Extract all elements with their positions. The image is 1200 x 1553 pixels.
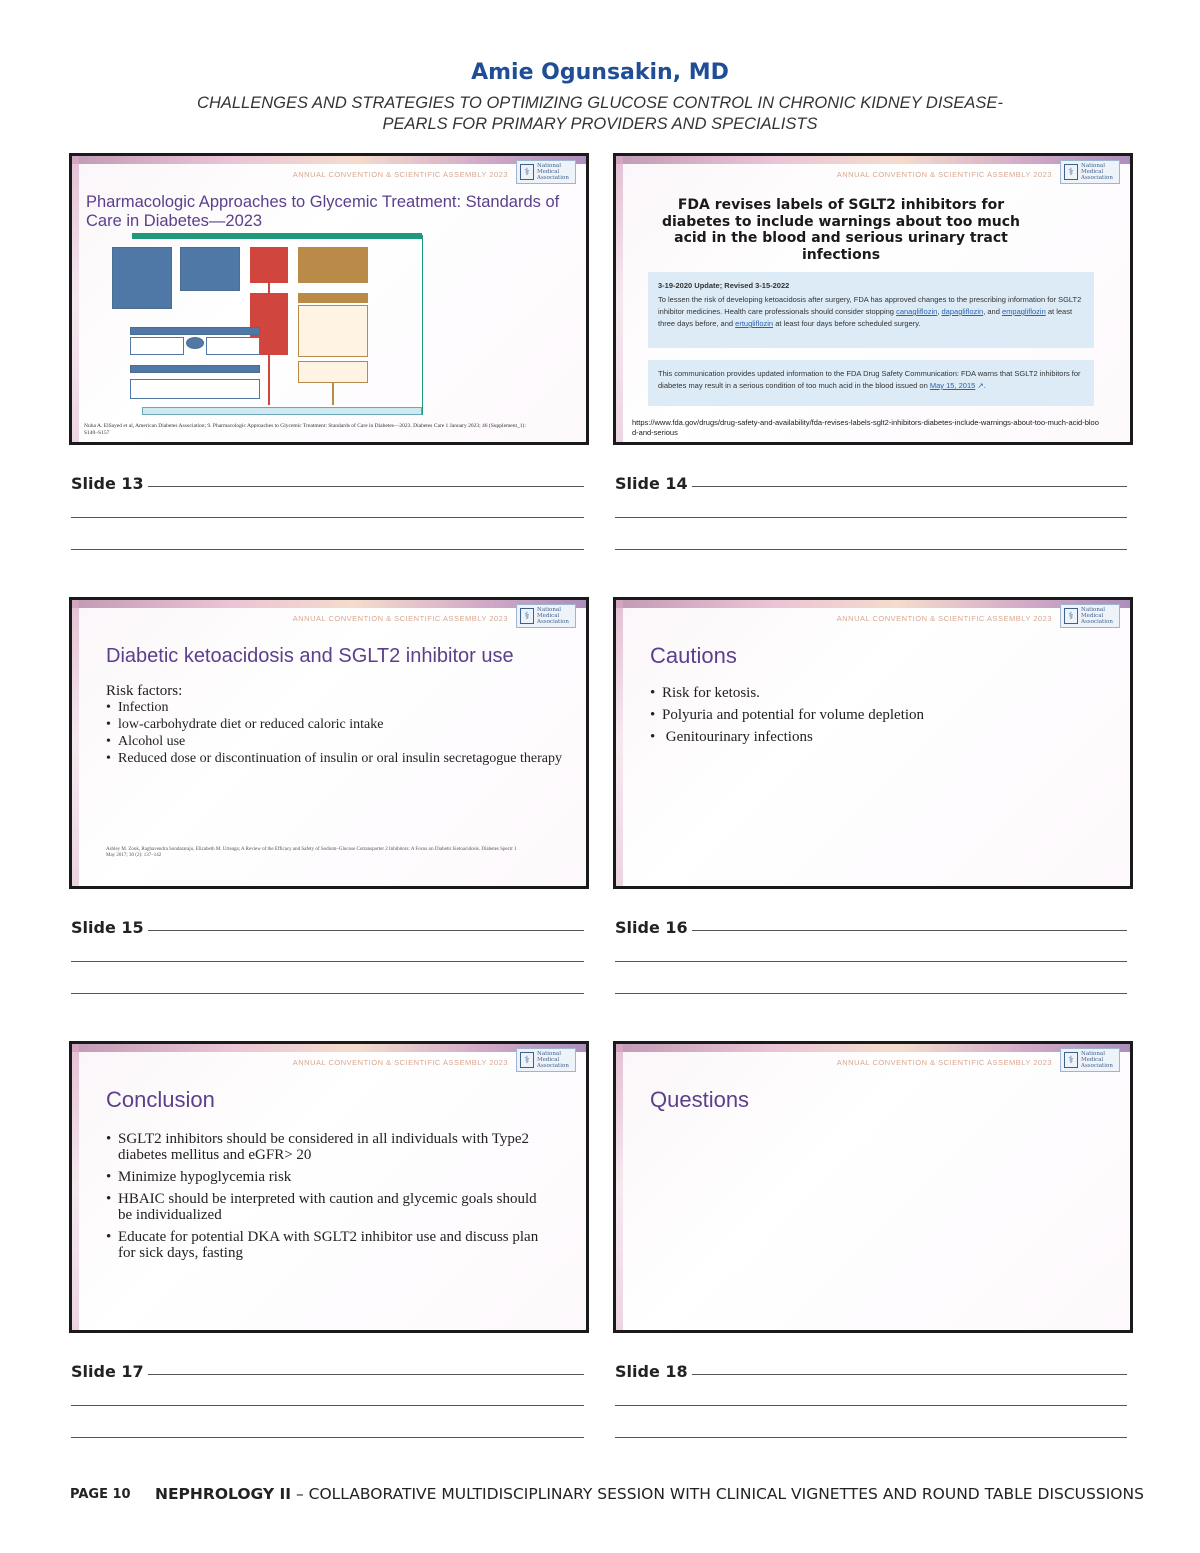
- list-item: • SGLT2 inhibitors should be considered in all individuals with Type2 diabetes mellitus and eGFR> 20: [106, 1131, 546, 1163]
- logo-text: National: [1081, 1051, 1105, 1057]
- list-item: • Minimize hypoglycemia risk: [106, 1169, 546, 1185]
- logo-text: Medical: [537, 169, 560, 175]
- slide-18-label: Slide 18: [615, 1362, 688, 1381]
- note-line: [71, 961, 584, 962]
- list-item: • Infection: [106, 701, 566, 714]
- note-line: [71, 549, 584, 550]
- note-line: [615, 1405, 1127, 1406]
- note-line: [615, 961, 1127, 962]
- list-item: • Risk for ketosis.: [650, 685, 1110, 701]
- external-link-icon: ↗: [977, 381, 984, 390]
- slide-15-label: Slide 15: [71, 918, 144, 937]
- conference-header: ANNUAL CONVENTION & SCIENTIFIC ASSEMBLY 2023: [292, 614, 508, 623]
- drug-link-dapagliflozin[interactable]: dapagliflozin: [941, 307, 984, 316]
- decorative-stripe: [616, 600, 623, 886]
- decorative-stripe: [616, 156, 1130, 164]
- fda-communication-box: This communication provides updated information to the FDA Drug Safety Communication: FDA warns that SGLT2 inhibitors for diabetes may result in a serious condition of too much acid in the blood issued on May 15, 2015 ↗.: [648, 360, 1094, 406]
- risk-factor-list: [106, 701, 566, 765]
- drug-link-canagliflozin[interactable]: canagliflozin: [896, 307, 938, 316]
- cautions-list: [650, 685, 1110, 745]
- logo-text: Medical: [1081, 169, 1104, 175]
- list-item: • Polyuria and potential for volume depletion: [650, 707, 1110, 723]
- caduceus-icon: ⚕: [1064, 164, 1078, 180]
- nma-logo: [1060, 604, 1120, 628]
- logo-text: National: [537, 1051, 561, 1057]
- treatment-flowchart: [112, 233, 412, 423]
- slide-13-label: Slide 13: [71, 474, 144, 493]
- conference-header: ANNUAL CONVENTION & SCIENTIFIC ASSEMBLY 2023: [836, 1058, 1052, 1067]
- drug-link-ertugliflozin[interactable]: ertugliflozin: [735, 319, 774, 328]
- logo-text: National: [537, 607, 561, 613]
- logo-text: Medical: [537, 613, 560, 619]
- slide-17: [69, 1041, 589, 1333]
- note-line: [692, 1374, 1127, 1375]
- slide-15: [69, 597, 589, 889]
- logo-text: National: [1081, 163, 1105, 169]
- list-item: • HBAIC should be interpreted with caution and glycemic goals should be individualized: [106, 1191, 546, 1223]
- drug-link-empagliflozin[interactable]: empagliflozin: [1002, 307, 1046, 316]
- slide-title: Diabetic ketoacidosis and SGLT2 inhibitor use: [106, 645, 514, 667]
- note-line: [148, 930, 584, 931]
- decorative-stripe: [72, 1044, 586, 1052]
- note-line: [615, 1437, 1127, 1438]
- session-title: [150, 93, 1050, 135]
- note-line: [148, 486, 584, 487]
- conclusion-list: [106, 1131, 546, 1261]
- decorative-stripe: [72, 156, 79, 442]
- caduceus-icon: ⚕: [520, 1052, 534, 1068]
- logo-text: Medical: [537, 1057, 560, 1063]
- source-url[interactable]: https://www.fda.gov/drugs/drug-safety-and-availability/fda-revises-labels-sglt2-inhibitors-diabetes-include-warnings-about-too-much-acid-blood-and-serious: [632, 418, 1099, 437]
- note-line: [692, 486, 1127, 487]
- update-text: To lessen the risk of developing ketoacidosis after surgery, FDA has approved changes to the prescribing information for SGLT2 inhibitor medicines. Health care professionals should consider stopping canagliflozin, dapagliflozin, and empagliflozin at least three days before, and ertugliflozin at least four days before scheduled surgery.: [658, 295, 1082, 328]
- slide-title: Pharmacologic Approaches to Glycemic Treatment: Standards of Care in Diabetes—2023: [86, 193, 560, 230]
- nma-logo: [516, 604, 576, 628]
- note-line: [692, 930, 1127, 931]
- logo-text: Medical: [1081, 1057, 1104, 1063]
- slide-16-label: Slide 16: [615, 918, 688, 937]
- note-line: [615, 993, 1127, 994]
- logo-text: Association: [1081, 1063, 1113, 1069]
- decorative-stripe: [616, 156, 623, 442]
- nma-logo: [1060, 1048, 1120, 1072]
- conference-header: ANNUAL CONVENTION & SCIENTIFIC ASSEMBLY 2023: [836, 614, 1052, 623]
- footer-session-title: [155, 1485, 1144, 1503]
- caduceus-icon: ⚕: [520, 608, 534, 624]
- author-name: Amie Ogunsakin, MD: [471, 60, 729, 85]
- footer-session-bold: NEPHROLOGY II: [155, 1485, 292, 1503]
- decorative-stripe: [616, 1044, 623, 1330]
- slide-citation: Nuha A. ElSayed et al, American Diabetes Association; 9. Pharmacologic Approaches to Glycemic Treatment: Standards of Care in Diabetes—2023. Diabetes Care 1 January 2023; 46 (Supplement_1): S140–S157: [84, 423, 526, 436]
- logo-text: Association: [1081, 619, 1113, 625]
- caduceus-icon: ⚕: [1064, 608, 1078, 624]
- nma-logo: [516, 160, 576, 184]
- session-title-line-1: CHALLENGES AND STRATEGIES TO OPTIMIZING GLUCOSE CONTROL IN CHRONIC KIDNEY DISEASE-: [197, 94, 1003, 112]
- fda-update-box: [648, 272, 1094, 348]
- note-line: [71, 993, 584, 994]
- note-line: [71, 1437, 584, 1438]
- nma-logo: [516, 1048, 576, 1072]
- communication-date-link[interactable]: May 15, 2015: [929, 381, 976, 390]
- note-line: [71, 1405, 584, 1406]
- logo-text: Association: [1081, 175, 1113, 181]
- conference-header: ANNUAL CONVENTION & SCIENTIFIC ASSEMBLY 2023: [292, 170, 508, 179]
- slide-18: [613, 1041, 1133, 1333]
- conference-header: ANNUAL CONVENTION & SCIENTIFIC ASSEMBLY 2023: [836, 170, 1052, 179]
- logo-text: Medical: [1081, 613, 1104, 619]
- session-title-line-2: PEARLS FOR PRIMARY PROVIDERS AND SPECIALISTS: [382, 115, 818, 133]
- list-item: • Alcohol use: [106, 735, 566, 748]
- list-item: • Educate for potential DKA with SGLT2 inhibitor use and discuss plan for sick days, fasting: [106, 1229, 546, 1261]
- list-item: • low-carbohydrate diet or reduced caloric intake: [106, 718, 566, 731]
- slide-17-label: Slide 17: [71, 1362, 144, 1381]
- update-heading: 3-19-2020 Update; Revised 3-15-2022: [658, 281, 790, 290]
- slide-13: [69, 153, 589, 445]
- note-line: [615, 549, 1127, 550]
- slide-title: Questions: [650, 1087, 750, 1112]
- nma-logo: [1060, 160, 1120, 184]
- list-item: • Genitourinary infections: [650, 729, 1110, 745]
- slide-14: [613, 153, 1133, 445]
- logo-text: Association: [537, 175, 569, 181]
- conference-header: ANNUAL CONVENTION & SCIENTIFIC ASSEMBLY 2023: [292, 1058, 508, 1067]
- logo-text: Association: [537, 619, 569, 625]
- slide-citation: Ashley M. Zook, Raghavendra Sundararaju, Elizabeth M. Urteaga; A Review of the Efficacy and Safety of Sodium–Glucose Cotransporter 2 Inhibitors: A Focus on Diabetic Ketoacidosis. Diabetes Spectr 1 May 2017; 30 (2): 137–142: [106, 847, 517, 858]
- note-line: [71, 517, 584, 518]
- slide-title: Cautions: [650, 643, 737, 668]
- note-line: [148, 1374, 584, 1375]
- decorative-stripe: [72, 156, 586, 164]
- decorative-stripe: [616, 1044, 1130, 1052]
- decorative-stripe: [616, 600, 1130, 608]
- decorative-stripe: [72, 1044, 79, 1330]
- logo-text: National: [537, 163, 561, 169]
- caduceus-icon: ⚕: [1064, 1052, 1078, 1068]
- footer-session-rest: – COLLABORATIVE MULTIDISCIPLINARY SESSION WITH CLINICAL VIGNETTES AND ROUND TABLE DISCUSSIONS: [291, 1485, 1144, 1503]
- slide-title: Conclusion: [106, 1087, 215, 1112]
- risk-factors-heading: Risk factors:: [106, 683, 183, 699]
- page-number: PAGE 10: [70, 1487, 131, 1502]
- slide-14-label: Slide 14: [615, 474, 688, 493]
- caduceus-icon: ⚕: [520, 164, 534, 180]
- decorative-stripe: [72, 600, 79, 886]
- logo-text: Association: [537, 1063, 569, 1069]
- decorative-stripe: [72, 600, 586, 608]
- slide-title: FDA revises labels of SGLT2 inhibitors for diabetes to include warnings about too much acid in the blood and serious urinary tract infections: [661, 197, 1021, 263]
- list-item: • Reduced dose or discontinuation of insulin or oral insulin secretagogue therapy: [106, 752, 566, 765]
- note-line: [615, 517, 1127, 518]
- slide-16: [613, 597, 1133, 889]
- logo-text: National: [1081, 607, 1105, 613]
